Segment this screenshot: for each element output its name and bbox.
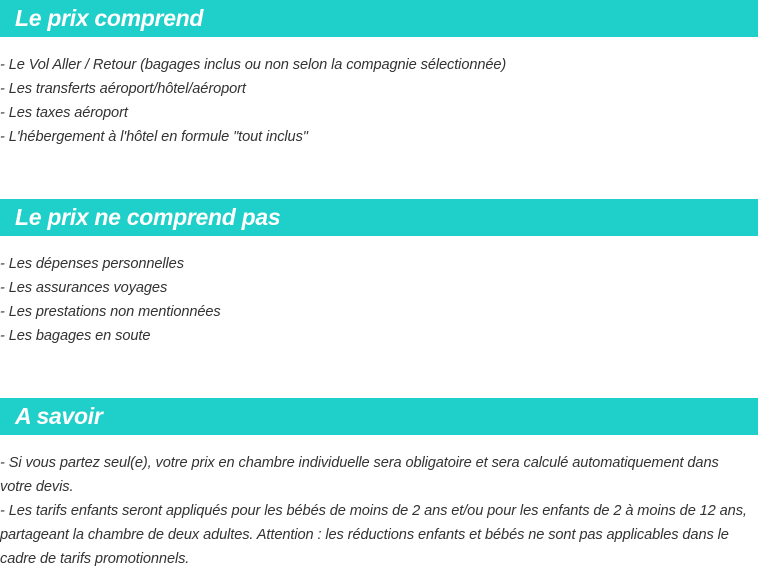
price-includes-list [0, 53, 758, 149]
section-title: Le prix ne comprend pas [15, 204, 281, 230]
list-item: - Les tarifs enfants seront appliqués pour les bébés de moins de 2 ans et/ou pour les enfants de 2 à moins de 12 ans, partageant la chambre de deux adultes. Attention : les réductions enfants et bébés ne sont pas applicables dans le cadre de tarifs promotionnels. [0, 503, 747, 567]
section-title: A savoir [15, 403, 103, 429]
section-title: Le prix comprend [15, 5, 204, 31]
list-item: - L'hébergement à l'hôtel en formule "tout inclus" [0, 129, 308, 145]
list-item: - Les bagages en soute [0, 328, 151, 344]
section-header-good-to-know [0, 398, 758, 435]
list-item: - Si vous partez seul(e), votre prix en chambre individuelle sera obligatoire et sera calculé automatiquement dans votre devis. [0, 455, 719, 495]
list-item: - Le Vol Aller / Retour (bagages inclus ou non selon la compagnie sélectionnée) [0, 57, 507, 73]
section-header-price-excludes [0, 199, 758, 236]
list-item: - Les assurances voyages [0, 280, 168, 296]
list-item: - Les dépenses personnelles [0, 256, 184, 272]
list-item: - Les taxes aéroport [0, 105, 128, 121]
list-item: - Les prestations non mentionnées [0, 304, 221, 320]
list-item: - Les transferts aéroport/hôtel/aéroport [0, 81, 246, 97]
good-to-know-list [0, 451, 758, 571]
section-header-price-includes [0, 0, 758, 37]
price-excludes-list [0, 252, 758, 348]
